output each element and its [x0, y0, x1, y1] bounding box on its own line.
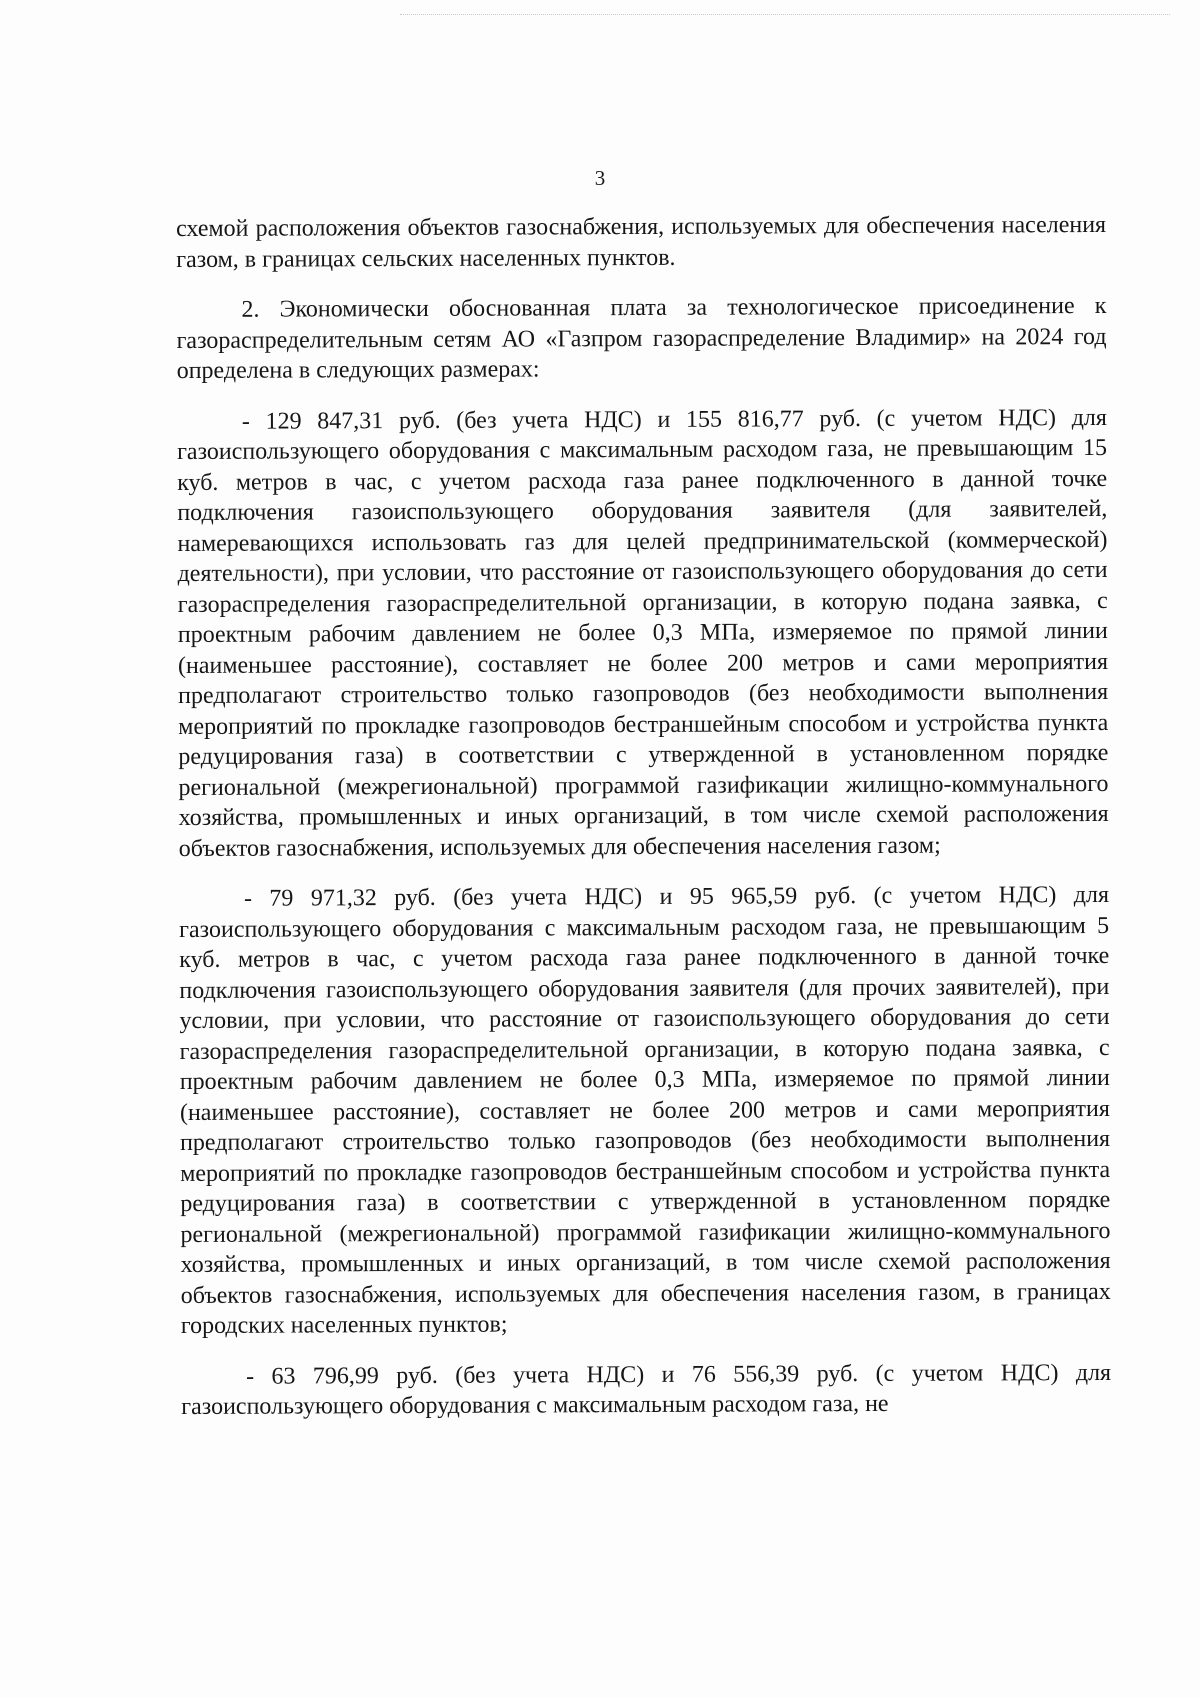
- scan-edge-line: [400, 14, 1170, 15]
- page-number: 3: [594, 166, 606, 190]
- paragraph-fee-129847: - 129 847,31 руб. (без учета НДС) и 155 816,77 руб. (с учетом НДС) для газоиспользующего оборудования с максимальным расходом газа, не превышающим 15 куб. метров в час, с учетом расхода газа ранее подключенного в данной точке подключения газоиспользующего оборудования заявителя (для заявителей, намеревающихся использовать газ для целей предпринимательской (коммерческой) деятельности), при условии, что расстояние от газоиспользующего оборудования до сети газораспределения газораспределительной организации, в которую подана заявка, с проектным рабочим давлением не более 0,3 МПа, измеряемое по прямой линии (наименьшее расстояние), составляет не более 200 метров и сами мероприятия предполагают строительство только газопроводов (без необходимости выполнения мероприятий по прокладке газопроводов бестраншейным способом и устройства пункта редуцирования газа) в соответствии с утвержденной в установленном порядке региональной (межрегиональной) программой газификации жилищно-коммунального хозяйства, промышленных и иных организаций, в том числе схемой расположения объектов газоснабжения, используемых для обеспечения населения газом;: [176, 404, 1109, 862]
- document-body: [176, 210, 1111, 1423]
- paragraph-fee-63796: - 63 796,99 руб. (без учета НДС) и 76 556,39 руб. (с учетом НДС) для газоиспользующего оборудования с максимальным расходом газа, не: [181, 1359, 1112, 1420]
- paragraph-fee-79971: - 79 971,32 руб. (без учета НДС) и 95 965,59 руб. (с учетом НДС) для газоиспользующего оборудования с максимальным расходом газа, не превышающим 5 куб. метров в час, с учетом расхода газа ранее подключенного в данной точке подключения газоиспользующего оборудования заявителя (для прочих заявителей), при условии, при условии, что расстояние от газоиспользующего оборудования до сети газораспределения газораспределительной организации, в которую подана заявка, с проектным рабочим давлением не более 0,3 МПа, измеряемое по прямой линии (наименьшее расстояние), составляет не более 200 метров и сами мероприятия предполагают строительство только газопроводов (без необходимости выполнения мероприятий по прокладке газопроводов бестраншейным способом и устройства пункта редуцирования газа) в соответствии с утвержденной в установленном порядке региональной (межрегиональной) программой газификации жилищно-коммунального хозяйства, промышленных и иных организаций, в том числе схемой расположения объектов газоснабжения, используемых для обеспечения населения газом, в границах городских населенных пунктов;: [179, 881, 1111, 1339]
- paragraph-item-2: 2. Экономически обоснованная плата за технологическое присоединение к газораспределительным сетям АО «Газпром газораспределение Владимир» на 2024 год определена в следующих размерах:: [176, 292, 1107, 384]
- paragraph-continuation: схемой расположения объектов газоснабжения, используемых для обеспечения населения газом, в границах сельских населенных пунктов.: [176, 211, 1107, 273]
